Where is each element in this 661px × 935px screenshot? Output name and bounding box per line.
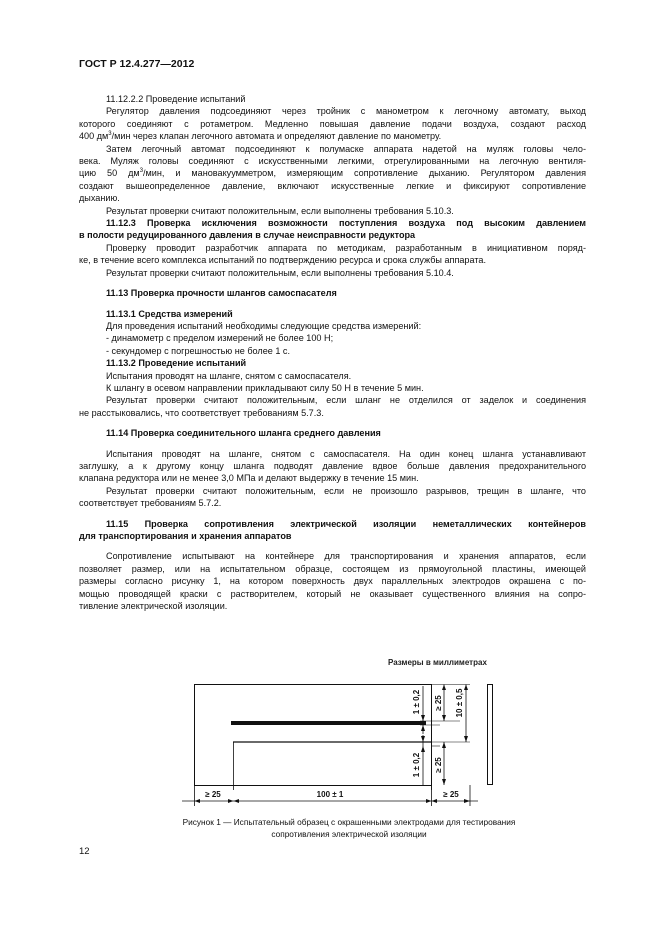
electrode-upper xyxy=(231,721,426,725)
text-line: не расстыковались, что соответствует требованиям 5.7.3. xyxy=(79,407,324,418)
specimen-plate xyxy=(195,685,432,786)
dim-bottom-mid: 100 ± 1 xyxy=(316,790,344,799)
dim-bottom-right: ≥ 25 xyxy=(443,790,459,799)
subsection-title-11-12-3: 11.12.3 Проверка исключения возможности поступления воздуха под высоким давлением xyxy=(106,218,586,229)
dim-v5: ≥ 25 xyxy=(434,757,443,773)
section-title-11-14: 11.14 Проверка соединительного шланга среднего давления xyxy=(106,428,381,439)
text-line: создают вышеопределенное давление, включают искусственные легкие и фиксируют сопротивление xyxy=(79,180,586,191)
text-line: Результат проверки считают положительным, если выполнены требования 5.10.3. xyxy=(106,205,454,216)
text-line: которого соединяют с ротаметром. Медленно повышая давление подачи воздуха, создают расход xyxy=(79,118,586,129)
text-line: Результат проверки считают положительным, если шланг не отделился от заделок и соединения xyxy=(106,395,586,406)
text-line: Испытания проводят на шланге, снятом с самоспасателя. На один конец шланга устанавливают xyxy=(106,448,586,459)
text-line: Результат проверки считают положительным, если выполнены требования 5.10.4. xyxy=(106,267,454,278)
page-number: 12 xyxy=(79,846,90,857)
text-line: клапана редуктора или не менее 3,0 МПа и делают выдержку в течение 15 мин. xyxy=(79,473,419,484)
dim-v2: ≥ 25 xyxy=(434,695,443,711)
text-line: размеры согласно рисунку 1, на котором поверхность двух параллельных электродов окрашена с по- xyxy=(79,576,586,587)
caption-line: сопротивления электрической изоляции xyxy=(271,829,427,839)
text-line: дыханию. xyxy=(79,193,120,204)
subsection-title-11-13-1: 11.13.1 Средства измерений xyxy=(106,308,233,319)
text-line: 400 $дм^3$/мин через клапан легочного автомата и определяют давление по манометру. xyxy=(79,131,442,142)
text-line: К шлангу в осевом направлении прикладывают силу 50 Н в течение 5 мин. xyxy=(106,382,424,393)
text-line: Проверку проводит разработчик аппарата по методикам, разработанным в инициативном поряд- xyxy=(106,242,586,253)
list-item: - динамометр с пределом измерений не более 100 Н; xyxy=(106,333,334,344)
dim-v4: 1 ± 0,2 xyxy=(412,752,421,778)
text-line: ке, в течение всего комплекса испытаний по подтверждению ресурса и срока службы аппарата. xyxy=(79,255,486,266)
document-header: ГОСТ Р 12.4.277—2012 xyxy=(79,58,195,70)
text-line: позволяет размер, или на испытательном образце, состоящем из прямоугольной пластины, имеющей xyxy=(79,563,586,574)
caption-line: Рисунок 1 — Испытательный образец с окрашенными электродами для тестирования xyxy=(182,817,516,827)
text-line: Регулятор давления подсоединяют через тройник с манометром к легочному автомату, выход xyxy=(106,106,586,117)
text-line: Сопротивление испытывают на контейнере для транспортирования и хранения аппаратов, если xyxy=(106,551,586,562)
dim-bottom-left: ≥ 25 xyxy=(205,790,221,799)
list-item: - секундомер с погрешностью не более 1 с. xyxy=(106,345,291,356)
figure-caption xyxy=(79,816,619,840)
text-line: мощью проводящей краски с растворителем, который не оказывает существенного влияния на сопро- xyxy=(79,588,586,599)
subsection-title-11-12-3-cont: в полости редуцированного давления в случае неисправности редуктора xyxy=(79,230,416,241)
subsection-title-11-13-2: 11.13.2 Проведение испытаний xyxy=(106,358,247,369)
subsection-title-11-12-2-2: 11.12.2.2 Проведение испытаний xyxy=(106,94,246,104)
section-title-11-15: 11.15 Проверка сопротивления электрической изоляции неметаллических контейнеров xyxy=(106,518,586,529)
text-line: соответствует требованиям 5.7.2. xyxy=(79,498,222,509)
dim-v3: 10 ± 0,5 xyxy=(455,688,464,718)
text-line: Затем легочный автомат подсоединяют к полумаске аппарата надетой на муляж головы чело- xyxy=(106,143,586,154)
text-line: цию 50 $дм^3$/мин, и мановакуумметром, измеряющим сопротивление дыханию. Регулятором давления xyxy=(79,168,586,179)
units-note: Размеры в миллиметрах xyxy=(388,658,487,667)
text-line: Для проведения испытаний необходимы следующие средства измерений: xyxy=(106,320,422,331)
text-line: века. Муляж головы соединяют с искусственными легкими, отрегулированными на легочную вентиля- xyxy=(79,156,586,167)
section-title-11-13: 11.13 Проверка прочности шлангов самоспасателя xyxy=(106,288,337,299)
text-line: Испытания проводят на шланге, снятом с самоспасателя. xyxy=(106,370,352,381)
text-line: Результат проверки считают положительным, если не произошло разрывов, трещин в шланге, что xyxy=(106,485,586,496)
specimen-side-view xyxy=(488,685,493,785)
section-title-11-15-cont: для транспортирования и хранения аппаратов xyxy=(79,531,292,541)
dim-v1: 1 ± 0,2 xyxy=(412,689,421,715)
text-line: заглушку, а к другому концу шланга подводят давление вдвое больше давления предохранительного xyxy=(79,460,586,471)
text-line: тивление электрической изоляции. xyxy=(79,601,228,612)
